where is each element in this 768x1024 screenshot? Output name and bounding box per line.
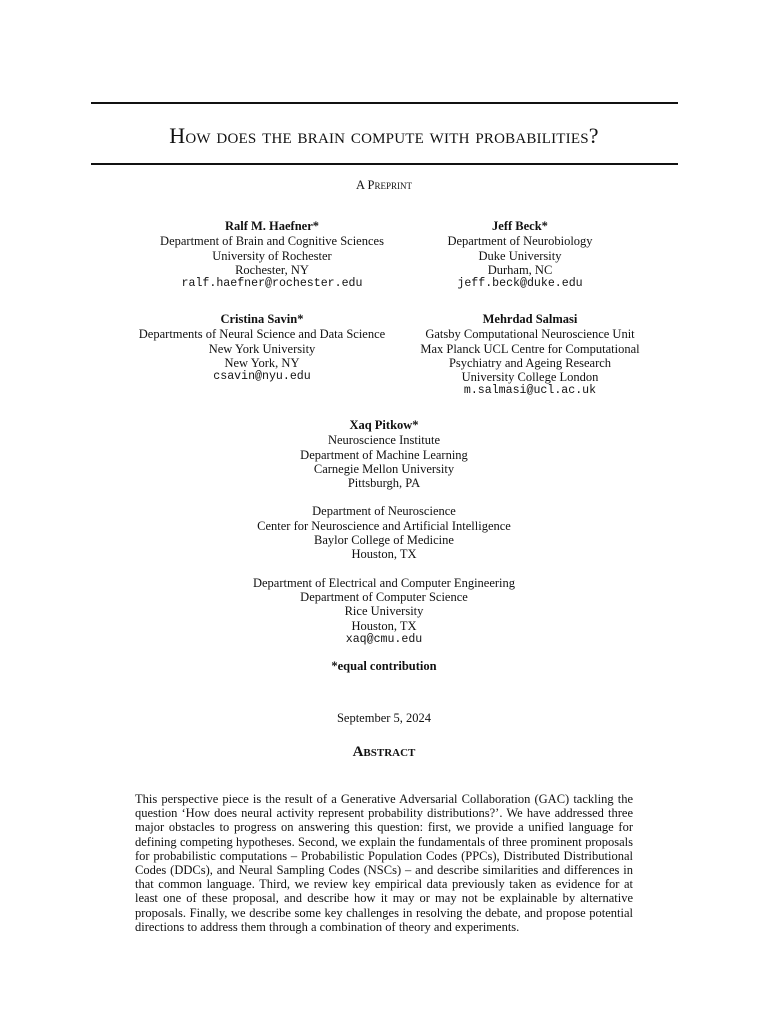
author-name: Jeff Beck* [492, 219, 548, 233]
author-affiliation: Rice University [344, 604, 424, 619]
title-top-rule [91, 102, 678, 104]
author-email[interactable]: csavin@nyu.edu [213, 370, 311, 384]
author-block-beck [430, 219, 610, 291]
author-affiliation: New York University [208, 341, 316, 356]
author-affiliation: Department of Computer Science [300, 589, 468, 604]
author-name: Xaq Pitkow* [349, 418, 419, 432]
paper-title: How does the brain compute with probabilities? [169, 123, 599, 148]
author-block-savin [122, 312, 402, 384]
author-affiliation: New York, NY [224, 355, 300, 370]
author-email[interactable]: m.salmasi@ucl.ac.uk [463, 384, 597, 398]
publication-date: September 5, 2024 [336, 711, 432, 725]
author-affiliation: Department of Neuroscience [312, 504, 456, 519]
author-email[interactable]: xaq@cmu.edu [345, 632, 423, 646]
abstract-text: This perspective piece is the result of a Generative Adversarial Collaboration (GAC) tackling the question ‘How does neural activity represent probability distributions?’. We have addressed three major obstacles to progress on answering this question: first, we provide a unified language for defining competing hypotheses. Second, we explain the fundamentals of three prominent proposals for probabilistic computations – Probabilistic Population Codes (PPCs), Distributed Distributional Codes (DDCs), and Neural Sampling Codes (NSCs) – and describe similarities and differences in that common language. Third, we review key empirical data previously taken as evidence for at least one of these proposal, and describe how it may or may not be explainable by alternative proposals. Finally, we describe some key challenges in resolving the debate, and propose potential directions to address them through a combination of theory and experiments. [135, 792, 633, 934]
author-block-pitkow [234, 418, 534, 647]
abstract-heading: Abstract [352, 744, 416, 760]
author-affiliation: Houston, TX [351, 618, 417, 633]
author-affiliation: Neuroscience Institute [327, 433, 441, 448]
affiliation-spacer [234, 562, 534, 576]
author-affiliation: Duke University [478, 248, 562, 263]
author-affiliation: University College London [461, 370, 599, 385]
author-affiliation: Baylor College of Medicine [314, 533, 454, 548]
author-affiliation: Durham, NC [487, 262, 553, 277]
author-affiliation: Carnegie Mellon University [313, 461, 455, 476]
author-affiliation: Departments of Neural Science and Data Science [138, 327, 386, 342]
author-block-haefner [122, 219, 422, 291]
author-affiliation: Rochester, NY [235, 262, 309, 277]
author-affiliation: Department of Electrical and Computer Engineering [252, 575, 516, 590]
author-affiliation: Psychiatry and Ageing Research [448, 355, 612, 370]
affiliation-spacer [234, 490, 534, 504]
equal-contribution-note: *equal contribution [331, 659, 437, 673]
author-name: Cristina Savin* [220, 312, 304, 326]
author-block-salmasi [410, 312, 650, 399]
author-affiliation: Department of Machine Learning [300, 447, 468, 462]
author-affiliation: Department of Brain and Cognitive Sciences [160, 234, 384, 249]
author-affiliation: Gatsby Computational Neuroscience Unit [425, 327, 635, 342]
author-affiliation: Center for Neuroscience and Artificial Intelligence [257, 518, 511, 533]
author-name: Mehrdad Salmasi [482, 312, 578, 326]
title-bottom-rule [91, 163, 678, 165]
author-affiliation: Pittsburgh, PA [347, 476, 421, 491]
author-affiliation: University of Rochester [212, 248, 332, 263]
preprint-label: A Preprint [356, 178, 412, 192]
author-email[interactable]: ralf.haefner@rochester.edu [181, 277, 363, 291]
author-email[interactable]: jeff.beck@duke.edu [457, 277, 583, 291]
author-name: Ralf M. Haefner* [224, 219, 320, 233]
author-affiliation: Houston, TX [351, 547, 417, 562]
author-affiliation: Max Planck UCL Centre for Computational [420, 341, 640, 356]
author-affiliation: Department of Neurobiology [447, 234, 593, 249]
